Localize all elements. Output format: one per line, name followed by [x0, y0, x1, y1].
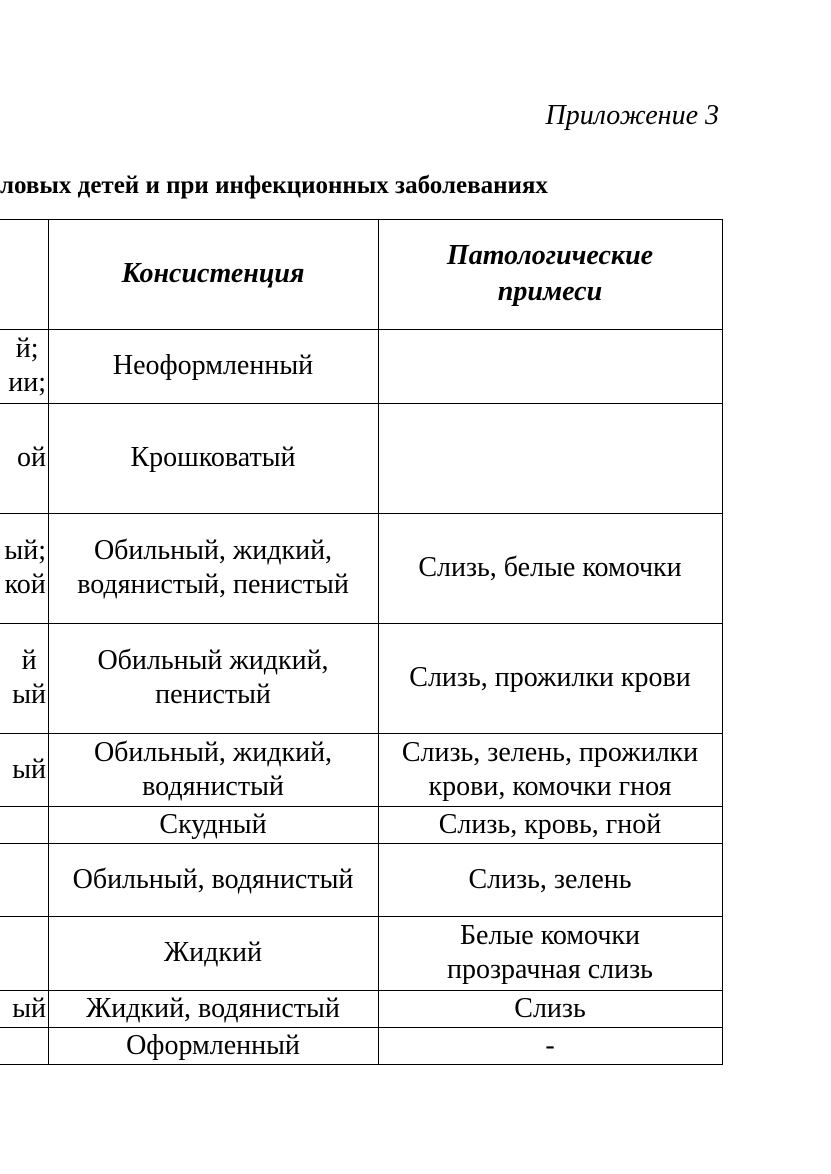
admixtures-cell: Слизь, зелень: [468, 863, 632, 895]
admixtures-cell: Слизь: [514, 992, 586, 1024]
table-row-divider: [0, 329, 723, 330]
header-consistency: Консистенция: [121, 258, 305, 289]
row-left-fragment: й; ии;: [8, 333, 46, 398]
consistency-cell: Крошковатый: [130, 442, 296, 473]
table-column-divider: [722, 219, 723, 1065]
admixtures-cell: Слизь, кровь, гной: [438, 808, 662, 840]
table-row-divider: [0, 990, 723, 991]
table-column-divider: [48, 219, 49, 1065]
consistency-cell: Жидкий: [164, 937, 262, 968]
table-row-divider: [0, 1064, 723, 1065]
table-caption: ловых детей и при инфекционных заболеваниях: [0, 172, 548, 199]
table-row-divider: [0, 806, 723, 807]
appendix-label: Приложение 3: [545, 100, 719, 131]
row-left-fragment: й ый: [12, 645, 46, 710]
admixtures-cell: Слизь, белые комочки: [418, 552, 682, 583]
consistency-cell: Неоформленный: [112, 350, 314, 381]
consistency-cell: Обильный жидкий, пенистый: [97, 645, 329, 710]
row-left-fragment: [0, 1027, 48, 1064]
row-left-fragment: ой: [17, 442, 46, 473]
admixtures-cell: -: [545, 1029, 555, 1061]
table-row-divider: [0, 623, 723, 624]
admixtures-cell: [378, 329, 722, 403]
table-row-divider: [0, 513, 723, 514]
table-row-divider: [0, 843, 723, 844]
admixtures-cell: [378, 403, 722, 513]
row-left-fragment: [0, 916, 48, 990]
row-left-fragment: ый: [12, 753, 46, 785]
row-left-fragment: [0, 806, 48, 843]
header-pathological-admixtures: Патологические примеси: [446, 240, 654, 307]
admixtures-cell: Слизь, прожилки крови: [409, 662, 691, 693]
table-row-divider: [0, 1027, 723, 1028]
consistency-cell: Обильный, жидкий, водянистый: [93, 736, 333, 802]
table-column-divider: [378, 219, 379, 1065]
row-left-fragment: ый: [12, 992, 46, 1024]
table-row-divider: [0, 219, 723, 220]
consistency-cell: Обильный, водянистый: [72, 863, 354, 895]
admixtures-cell: Белые комочки прозрачная слизь: [447, 920, 653, 985]
admixtures-cell: Слизь, зелень, прожилки крови, комочки гноя: [401, 736, 699, 802]
row-left-fragment: [0, 843, 48, 916]
consistency-cell: Скудный: [159, 808, 267, 840]
consistency-cell: Обильный, жидкий, водянистый, пенистый: [77, 535, 349, 600]
table-row-divider: [0, 733, 723, 734]
table-row-divider: [0, 403, 723, 404]
consistency-cell: Жидкий, водянистый: [86, 992, 340, 1024]
table-row-divider: [0, 916, 723, 917]
row-left-fragment: ый; кой: [4, 535, 46, 600]
consistency-cell: Оформленный: [126, 1029, 300, 1061]
